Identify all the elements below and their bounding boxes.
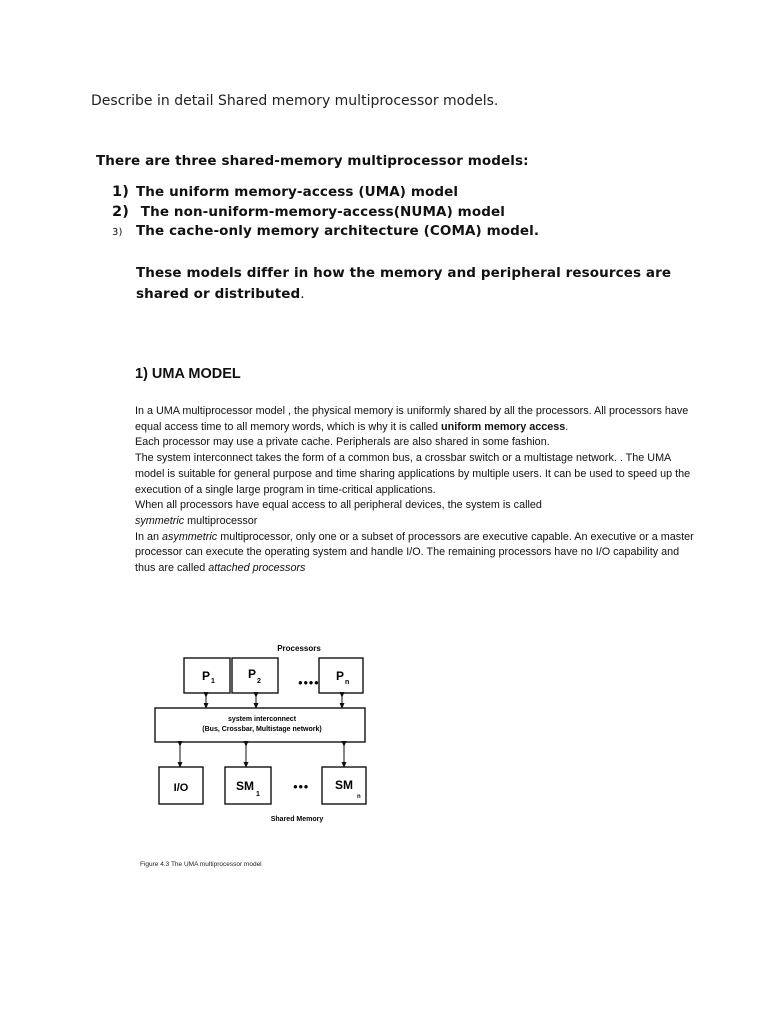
interconnect-label: system interconnect — [227, 716, 297, 723]
uniform-memory-access-term: uniform memory access — [441, 420, 566, 433]
text-run: In an — [135, 530, 163, 543]
text-run: . — [565, 420, 569, 433]
model-text: The uniform memory-access (UMA) model — [136, 184, 459, 200]
model-number: 1) — [112, 184, 129, 200]
processor-ellipsis: ●●●● — [298, 678, 320, 687]
symmetric-term: symmetric — [135, 514, 185, 527]
model-number: 2) — [112, 204, 129, 220]
shared-memory-subscript-n: n — [357, 794, 361, 800]
interconnect-sublabel: (Bus, Crossbar, Multistage network) — [202, 726, 322, 733]
uma-paragraph-3: The system interconnect takes the form of a common bus, a crossbar switch or a multistage network. . The UMA model is suitable for general purpose and time sharing applications by multiple users. It can be used to speed up the execution of a single large program in time-critical applications. — [135, 452, 691, 496]
asymmetric-term: asymmetric — [162, 530, 218, 543]
processors-label: Processors — [277, 644, 321, 653]
question-text: Describe in detail Shared memory multiprocessor models. — [91, 93, 499, 109]
processor-label-n: P — [336, 669, 345, 683]
model-number: 3) — [112, 227, 123, 238]
io-label: I/O — [173, 782, 189, 794]
text-run: multiprocessor — [184, 514, 258, 527]
processor-subscript-1: 1 — [211, 678, 215, 685]
figure-caption: Figure 4.3 The UMA multiprocessor model — [140, 861, 262, 868]
uma-paragraph-2: Each processor may use a private cache. Peripherals are also shared in some fashion. — [135, 436, 550, 449]
attached-processors-term: attached processors — [208, 562, 306, 575]
shared-memory-subscript-1: 1 — [256, 791, 260, 798]
intro-heading: There are three shared-memory multiprocessor models: — [96, 153, 529, 169]
text-run: multiprocessor, only one or a subset of processors are executive capable. An executive or a master processor can execute the operating system and handle I/O. The remaining processors have no I/O capability and thus are called — [135, 530, 694, 575]
difference-text: These models differ in how the memory and peripheral resources are shared or distributed — [136, 265, 672, 302]
processor-label-2: P — [248, 667, 257, 681]
shared-memory-label-n: SM — [335, 778, 353, 792]
uma-paragraph-4: When all processors have equal access to all peripheral devices, the system is called — [135, 499, 542, 512]
model-text: The non-uniform-memory-access(NUMA) model — [136, 204, 505, 220]
processor-label-1: P — [202, 669, 211, 683]
shared-memory-caption: Shared Memory — [270, 816, 324, 823]
text-run: In a UMA multiprocessor model , the physical memory is uniformly shared by all the processors. All processors have equal access time to all memory words, which is why it is called — [135, 405, 689, 433]
system-interconnect-box — [155, 708, 365, 742]
uma-heading: 1) UMA MODEL — [135, 366, 241, 382]
shared-memory-label-1: SM — [236, 779, 254, 793]
processor-subscript-n: n — [345, 679, 350, 686]
model-text: The cache-only memory architecture (COMA) model. — [136, 223, 540, 239]
memory-ellipsis: ●●● — [293, 782, 309, 791]
processor-subscript-2: 2 — [257, 678, 261, 685]
difference-period: . — [300, 286, 305, 302]
